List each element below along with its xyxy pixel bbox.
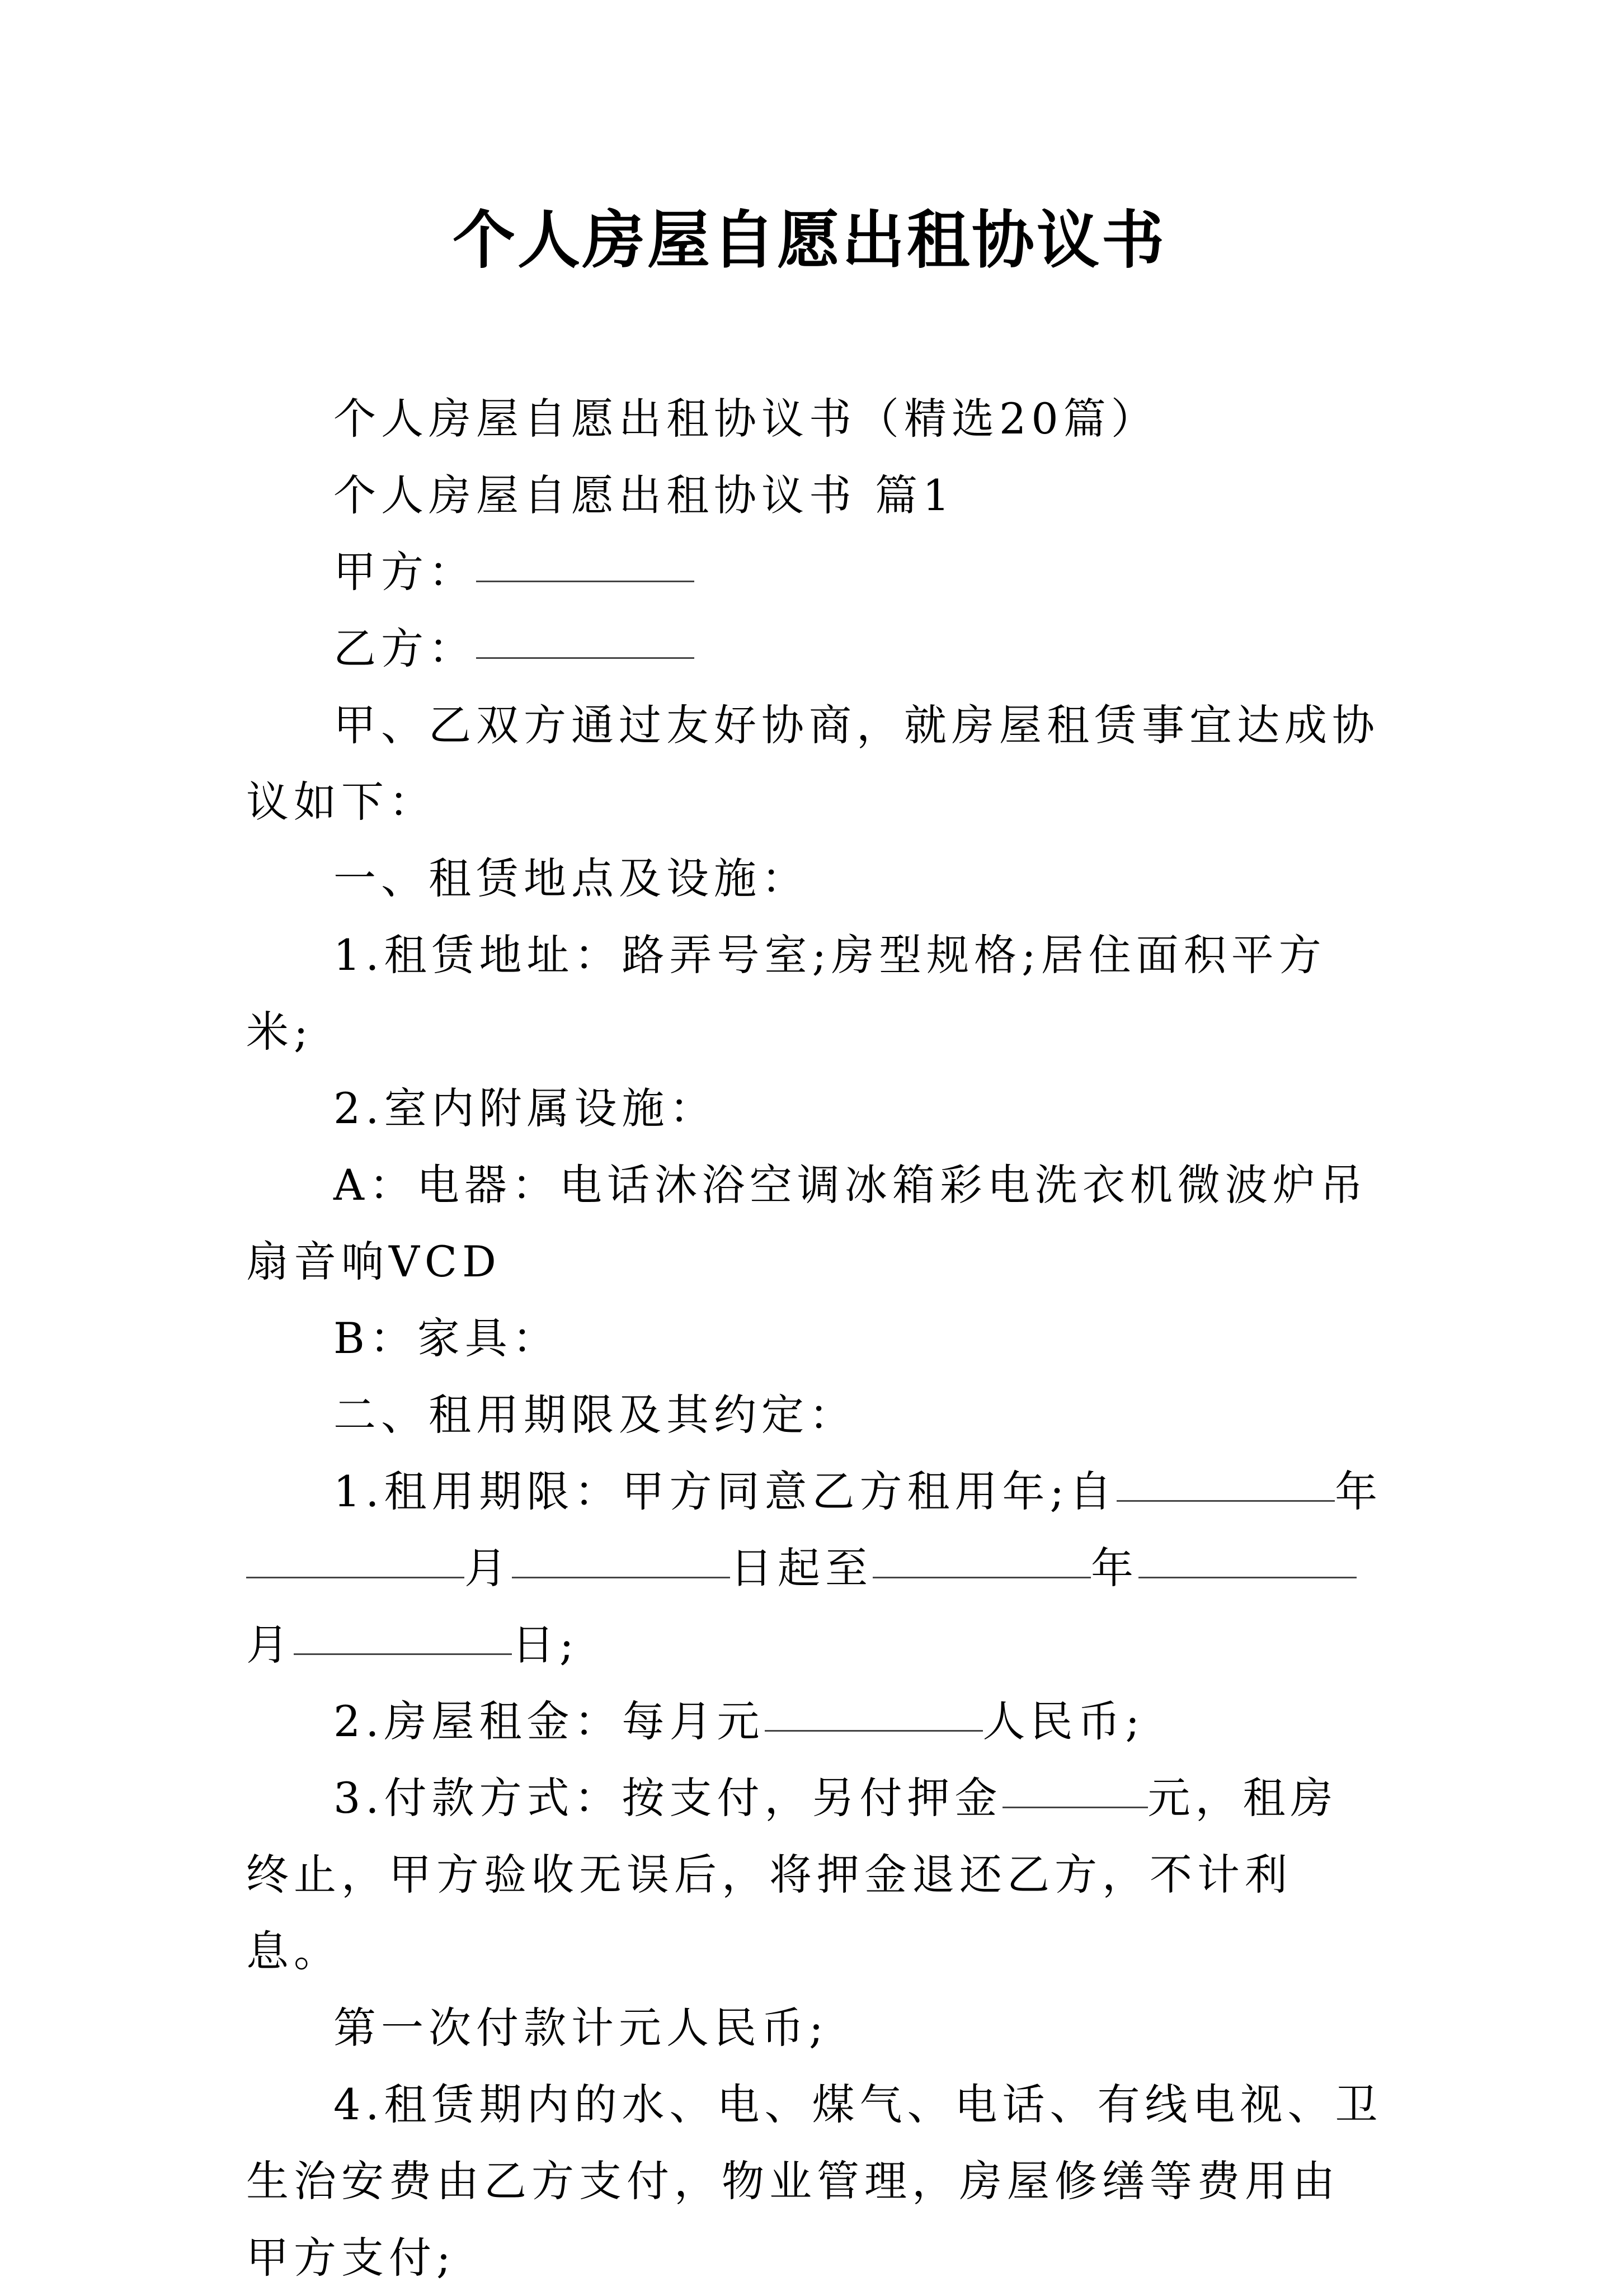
start-year-blank xyxy=(1117,1463,1335,1502)
paragraph-furniture: B：家具： xyxy=(333,1313,560,1363)
paragraph-party-a xyxy=(246,534,1384,610)
paragraph-payment xyxy=(246,1760,1384,1989)
party-b-blank xyxy=(476,620,694,659)
start-day-blank xyxy=(512,1540,730,1578)
paragraph-subtitle: 个人房屋自愿出租协议书（精选20篇） xyxy=(333,394,1159,444)
payment-text: 3.付款方式：按支付，另付押金 xyxy=(333,1773,1003,1823)
paragraph-clause-1-2: 2.室内附属设施： xyxy=(333,1083,717,1133)
rent-blank xyxy=(765,1693,983,1732)
paragraph-rent xyxy=(246,1683,1384,1760)
paragraph-clause-1-1: 1.租赁地址：路弄号室;房型规格;居住面积平方米; xyxy=(246,930,1326,1057)
party-a-blank xyxy=(476,544,694,582)
paragraph-appliances: A：电器：电话沐浴空调冰箱彩电洗衣机微波炉吊扇音响VCD xyxy=(246,1160,1368,1286)
document-title: 个人房屋自愿出租协议书 xyxy=(453,204,1166,277)
day-label-2: 日; xyxy=(512,1620,579,1670)
paragraph-party-b xyxy=(246,610,1384,687)
month-label: 月 xyxy=(464,1543,512,1593)
year-label: 年 xyxy=(1335,1467,1383,1516)
lease-term-text: 1.租用期限：甲方同意乙方租用年;自 xyxy=(333,1467,1117,1516)
end-year-blank xyxy=(873,1540,1091,1578)
rent-text: 2.房屋租金：每月元 xyxy=(333,1696,765,1746)
party-b-label: 乙方： xyxy=(333,624,476,673)
start-month-blank xyxy=(246,1540,464,1578)
party-a-label: 甲方： xyxy=(333,547,476,597)
rent-currency: 人民币; xyxy=(982,1696,1145,1746)
paragraph-intro: 甲、乙双方通过友好协商，就房屋租赁事宜达成协议如下： xyxy=(246,700,1380,827)
paragraph-fees: 4.租赁期内的水、电、煤气、电话、有线电视、卫生治安费由乙方支付，物业管理，房屋修缮等费用由甲方支付; xyxy=(246,2080,1383,2283)
paragraph-clause-1-heading: 一、租赁地点及设施： xyxy=(333,854,809,903)
paragraph-first-payment: 第一次付款计元人民币; xyxy=(333,2003,829,2053)
paragraph-section-heading: 个人房屋自愿出租协议书 篇1 xyxy=(333,470,955,520)
payment-text-2: 元，租房终止，甲方验收无误后，将押金退还乙方，不计利息。 xyxy=(246,1773,1338,1976)
document-body xyxy=(246,380,1384,2296)
end-month-blank xyxy=(1138,1540,1357,1578)
deposit-blank xyxy=(1003,1770,1148,1808)
year-label-2: 年 xyxy=(1091,1543,1138,1593)
day-to-label: 日起至 xyxy=(730,1543,873,1593)
month-label-2: 月 xyxy=(246,1620,294,1670)
paragraph-clause-2-heading: 二、租用期限及其约定： xyxy=(333,1390,856,1440)
paragraph-lease-term xyxy=(246,1453,1384,1683)
end-day-blank xyxy=(294,1616,512,1655)
